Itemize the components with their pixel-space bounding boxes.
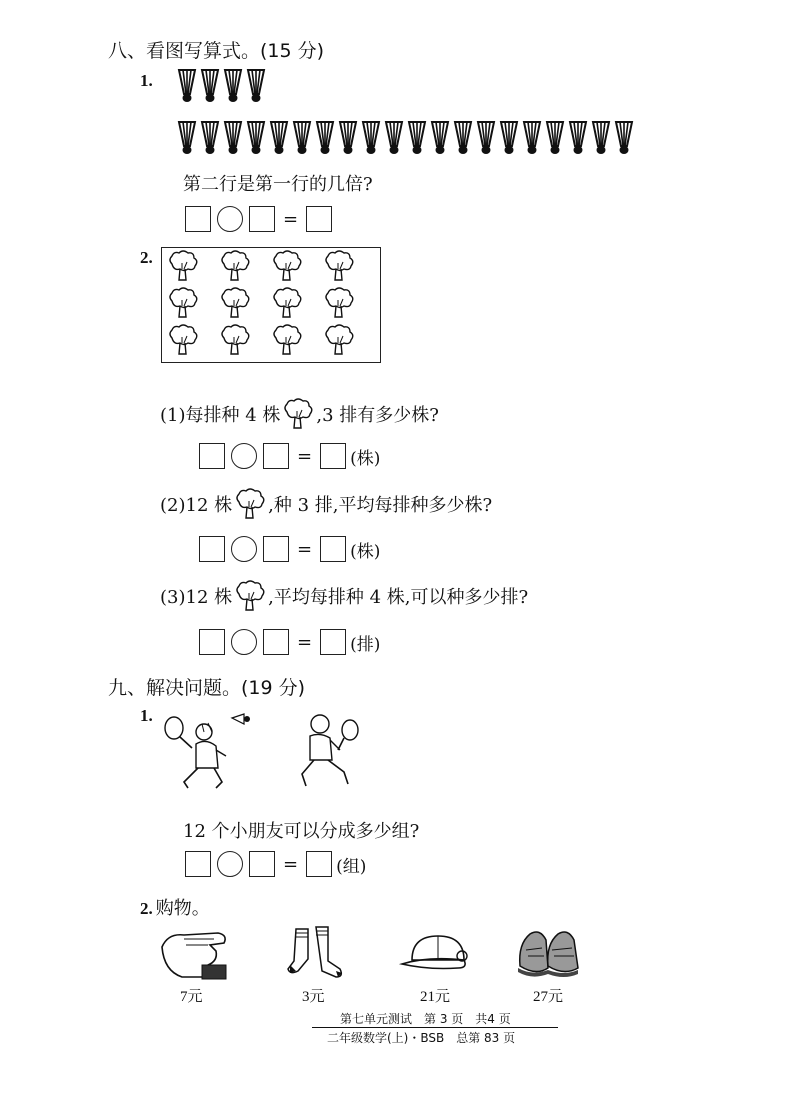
sub-question-2-text-b: ,种 3 排,平均每排种多少株? — [268, 495, 493, 516]
answer-box[interactable] — [249, 851, 275, 877]
answer-box[interactable] — [320, 443, 346, 469]
tree-icon — [281, 398, 315, 430]
cap-icon — [398, 932, 474, 976]
equation-8-2-1 — [199, 443, 380, 469]
answer-box[interactable] — [185, 206, 211, 232]
shuttlecock-icon — [222, 68, 244, 104]
sub-question-1 — [160, 398, 439, 430]
answer-box[interactable] — [249, 206, 275, 232]
answer-box[interactable] — [263, 443, 289, 469]
tree-icon — [326, 251, 353, 280]
tree-icon — [274, 325, 301, 354]
answer-box[interactable] — [320, 536, 346, 562]
tree-grid-box — [161, 247, 381, 363]
question-9-2-title: 购物。 — [155, 898, 210, 919]
tree-icon — [326, 288, 353, 317]
equals-sign: = — [283, 853, 299, 875]
answer-box[interactable] — [263, 536, 289, 562]
answer-box[interactable] — [320, 629, 346, 655]
sub-question-2-text-a: (2)12 株 — [160, 495, 233, 516]
answer-box[interactable] — [263, 629, 289, 655]
section-8-title: 八、看图写算式。(15 分) — [108, 40, 325, 62]
operator-circle[interactable] — [217, 206, 243, 232]
unit-label: (株) — [350, 541, 381, 562]
equation-8-2-2 — [199, 536, 380, 562]
shuttlecock-icon — [245, 120, 267, 156]
shuttlecock-icon — [475, 120, 497, 156]
question-8-1-number: 1. — [140, 71, 153, 90]
equation-8-1 — [185, 206, 332, 232]
sub-question-3-text-a: (3)12 株 — [160, 587, 233, 608]
badminton-player-right-icon — [296, 710, 366, 790]
shuttlecock-icon — [268, 120, 290, 156]
operator-circle[interactable] — [231, 629, 257, 655]
tree-icon — [170, 325, 197, 354]
answer-box[interactable] — [185, 851, 211, 877]
shuttlecock-icon — [429, 120, 451, 156]
shuttlecock-icon — [498, 120, 520, 156]
shuttlecock-icon — [314, 120, 336, 156]
shuttlecock-icon — [230, 712, 252, 730]
question-9-1-number: 1. — [140, 706, 153, 725]
shuttlecock-icon — [199, 120, 221, 156]
price-sneakers: 27元 — [533, 989, 564, 1005]
answer-box[interactable] — [199, 629, 225, 655]
sub-question-1-text-a: (1)每排种 4 株 — [160, 405, 281, 426]
price-socks: 3元 — [302, 989, 325, 1005]
footer-divider — [312, 1027, 558, 1028]
tree-icon — [233, 488, 267, 520]
operator-circle[interactable] — [231, 443, 257, 469]
question-9-1-text: 12 个小朋友可以分成多少组? — [183, 821, 420, 842]
equals-sign: = — [297, 538, 313, 560]
unit-label: (株) — [350, 448, 381, 469]
tree-icon — [170, 288, 197, 317]
tree-icon — [222, 251, 249, 280]
price-gloves: 7元 — [180, 989, 203, 1005]
socks-icon — [286, 925, 346, 981]
shuttlecock-icon — [521, 120, 543, 156]
shuttlecock-icon — [544, 120, 566, 156]
unit-label: (组) — [336, 856, 367, 877]
tree-icon — [222, 288, 249, 317]
sub-question-1-text-b: ,3 排有多少株? — [316, 405, 439, 426]
footer-line-1: 第七单元测试 第 3 页 共4 页 — [340, 1012, 511, 1026]
operator-circle[interactable] — [217, 851, 243, 877]
tree-grid — [162, 248, 379, 361]
shuttlecock-icon — [199, 68, 221, 104]
equals-sign: = — [283, 208, 299, 230]
sub-question-2 — [160, 488, 492, 520]
shuttlecock-icon — [567, 120, 589, 156]
shuttlecock-icon — [176, 120, 198, 156]
answer-box[interactable] — [199, 536, 225, 562]
tree-icon — [326, 325, 353, 354]
question-9-2 — [140, 894, 210, 920]
shuttlecock-icon — [176, 68, 198, 104]
equals-sign: = — [297, 445, 313, 467]
shuttlecock-icon — [222, 120, 244, 156]
tree-icon — [274, 251, 301, 280]
sub-question-3 — [160, 580, 528, 612]
tree-icon — [274, 288, 301, 317]
shuttlecock-icon — [452, 120, 474, 156]
tree-icon — [233, 580, 267, 612]
shuttlecock-icon — [590, 120, 612, 156]
question-8-2-number: 2. — [140, 248, 153, 267]
operator-circle[interactable] — [231, 536, 257, 562]
shuttlecock-icon — [291, 120, 313, 156]
shuttlecock-icon — [360, 120, 382, 156]
section-9-title: 九、解决问题。(19 分) — [108, 677, 306, 699]
shuttlecock-row-2 — [176, 120, 635, 156]
answer-box[interactable] — [199, 443, 225, 469]
gloves-icon — [158, 925, 234, 981]
footer-line-2: 二年级数学(上)・BSB 总第 83 页 — [327, 1031, 516, 1045]
tree-icon — [170, 251, 197, 280]
answer-box[interactable] — [306, 851, 332, 877]
question-8-1-text: 第二行是第一行的几倍? — [183, 174, 373, 195]
sub-question-3-text-b: ,平均每排种 4 株,可以种多少排? — [268, 587, 529, 608]
shuttlecock-icon — [613, 120, 635, 156]
unit-label: (排) — [350, 634, 381, 655]
shuttlecock-row-1 — [176, 68, 267, 104]
shuttlecock-icon — [383, 120, 405, 156]
shuttlecock-icon — [337, 120, 359, 156]
shuttlecock-icon — [406, 120, 428, 156]
question-9-2-number: 2. — [140, 899, 153, 918]
shuttlecock-icon — [245, 68, 267, 104]
answer-box[interactable] — [306, 206, 332, 232]
equals-sign: = — [297, 631, 313, 653]
price-cap: 21元 — [420, 989, 451, 1005]
sneakers-icon — [516, 926, 582, 982]
tree-icon — [222, 325, 249, 354]
equation-8-2-3 — [199, 629, 380, 655]
equation-9-1 — [185, 851, 366, 877]
